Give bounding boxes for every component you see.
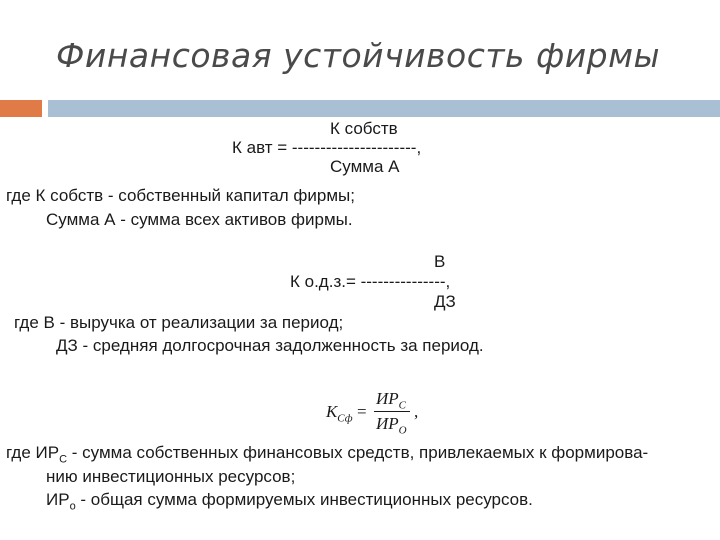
legend3-line1 <box>6 443 648 469</box>
accent-bar-blue <box>48 100 720 117</box>
formula3-num-main: ИР <box>376 389 399 408</box>
slide-title: Финансовая устойчивость фирмы <box>56 36 661 75</box>
formula2-numerator: В <box>434 252 446 271</box>
legend3-line2: нию инвестиционных ресурсов; <box>46 467 296 486</box>
formula3-denominator <box>376 414 407 440</box>
formula3-equals: = <box>357 402 367 421</box>
formula3-den-sub: О <box>398 424 407 437</box>
formula1-numerator: К собств <box>330 119 398 138</box>
legend1-line1: где К собств - собственный капитал фирмы; <box>6 186 355 205</box>
legend2-line2: ДЗ - средняя долгосрочная задолженность за период. <box>56 336 484 355</box>
formula3-fraction-line <box>374 411 410 412</box>
legend3-line1-rest: - сумма собственных финансовых средств, привлекаемых к формирова- <box>67 443 649 462</box>
formula2-denominator: ДЗ <box>434 292 456 311</box>
formula3-lhs-main: К <box>326 402 338 421</box>
legend2-line1: где В - выручка от реализации за период; <box>14 313 344 332</box>
legend3-line3-prefix: ИР <box>46 490 70 509</box>
legend3-line1-prefix: где ИР <box>6 443 60 462</box>
legend3-line3-rest: - общая сумма формируемых инвестиционных ресурсов. <box>75 490 533 509</box>
formula2-expression: К о.д.з.= ---------------, <box>290 272 451 291</box>
legend1-line2: Сумма А - сумма всех активов фирмы. <box>46 210 353 229</box>
formula3-den-main: ИР <box>376 414 399 433</box>
formula3-comma: , <box>414 402 419 421</box>
legend3-line3-sub: о <box>69 500 76 513</box>
formula3-lhs <box>326 402 353 428</box>
formula1-expression: К авт = ----------------------, <box>232 138 422 157</box>
formula1-denominator: Сумма А <box>330 157 400 176</box>
accent-bar-orange <box>0 100 42 117</box>
legend3-line3 <box>46 490 533 516</box>
formula3-num-sub: С <box>398 399 407 412</box>
legend3-line1-sub: С <box>59 453 68 466</box>
formula3-lhs-sub: Сф <box>337 412 353 425</box>
